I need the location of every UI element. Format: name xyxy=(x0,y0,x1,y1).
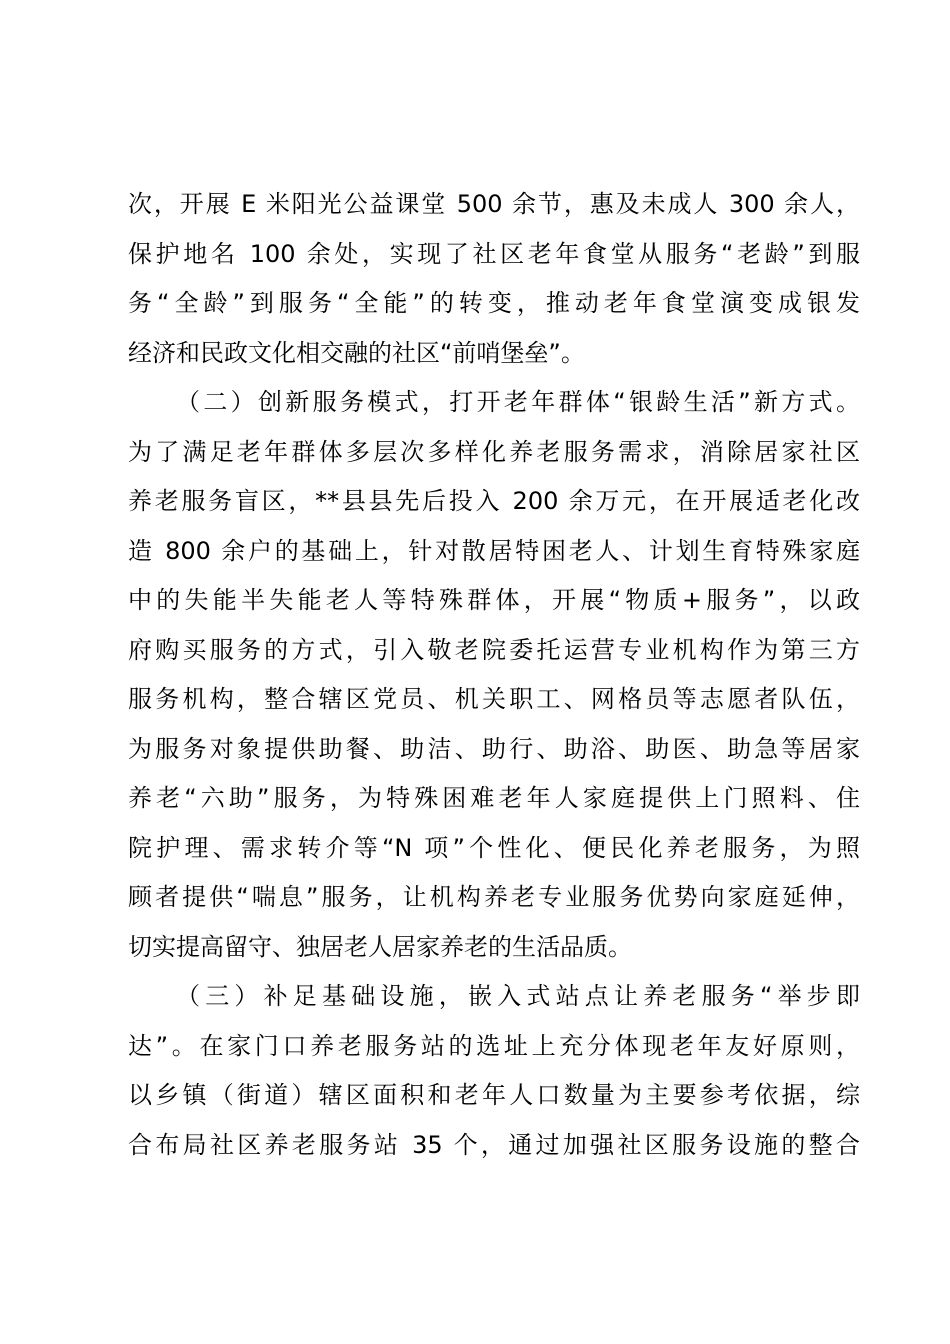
paragraph-continuation xyxy=(128,180,860,378)
text-line: 服务机构，整合辖区党员、机关职工、网格员等志愿者队伍， xyxy=(128,685,860,713)
text-line: 府购买服务的方式，引入敬老院委托运营专业机构作为第三方 xyxy=(128,635,860,664)
body-text xyxy=(128,180,860,1170)
section-heading-line: （三）补足基础设施，嵌入式站点让养老服务“举步即 xyxy=(176,982,860,1010)
text-line: 造 800 余户的基础上，针对散居特困老人、计划生育特殊家庭 xyxy=(128,536,860,565)
text-line: 保护地名 100 余处，实现了社区老年食堂从服务“老龄”到服 xyxy=(128,239,860,268)
text-line: 顾者提供“喘息”服务，让机构养老专业服务优势向家庭延伸， xyxy=(128,883,860,911)
text-line: 务“全龄”到服务“全能”的转变，推动老年食堂演变成银发 xyxy=(128,289,860,317)
text-line: 养老“六助”服务，为特殊困难老年人家庭提供上门照料、住 xyxy=(128,784,860,812)
text-line: 中的失能半失能老人等特殊群体，开展“物质+服务”，以政 xyxy=(128,586,860,614)
text-line: 经济和民政文化相交融的社区“前哨堡垒”。 xyxy=(128,338,585,367)
text-line: 合布局社区养老服务站 35 个，通过加强社区服务设施的整合 xyxy=(128,1130,860,1159)
paragraph-section-3 xyxy=(128,972,860,1170)
text-line: 院护理、需求转介等“N 项”个性化、便民化养老服务，为照 xyxy=(128,833,860,862)
text-line: 次，开展 E 米阳光公益课堂 500 余节，惠及未成人 300 余人， xyxy=(128,190,860,218)
text-line: 为了满足老年群体多层次多样化养老服务需求，消除居家社区 xyxy=(128,437,860,466)
text-line: 达”。在家门口养老服务站的选址上充分体现老年友好原则， xyxy=(128,1031,860,1060)
text-line: 切实提高留守、独居老人居家养老的生活品质。 xyxy=(128,932,632,961)
text-line: 为服务对象提供助餐、助洁、助行、助浴、助医、助急等居家 xyxy=(128,734,860,763)
paragraph-section-2 xyxy=(128,378,860,972)
section-heading-line: （二）创新服务模式，打开老年群体“银龄生活”新方式。 xyxy=(176,388,860,416)
text-line: 以乡镇（街道）辖区面积和老年人口数量为主要参考依据，综 xyxy=(128,1081,860,1109)
text-line: 养老服务盲区，**县县先后投入 200 余万元，在开展适老化改 xyxy=(128,487,860,515)
